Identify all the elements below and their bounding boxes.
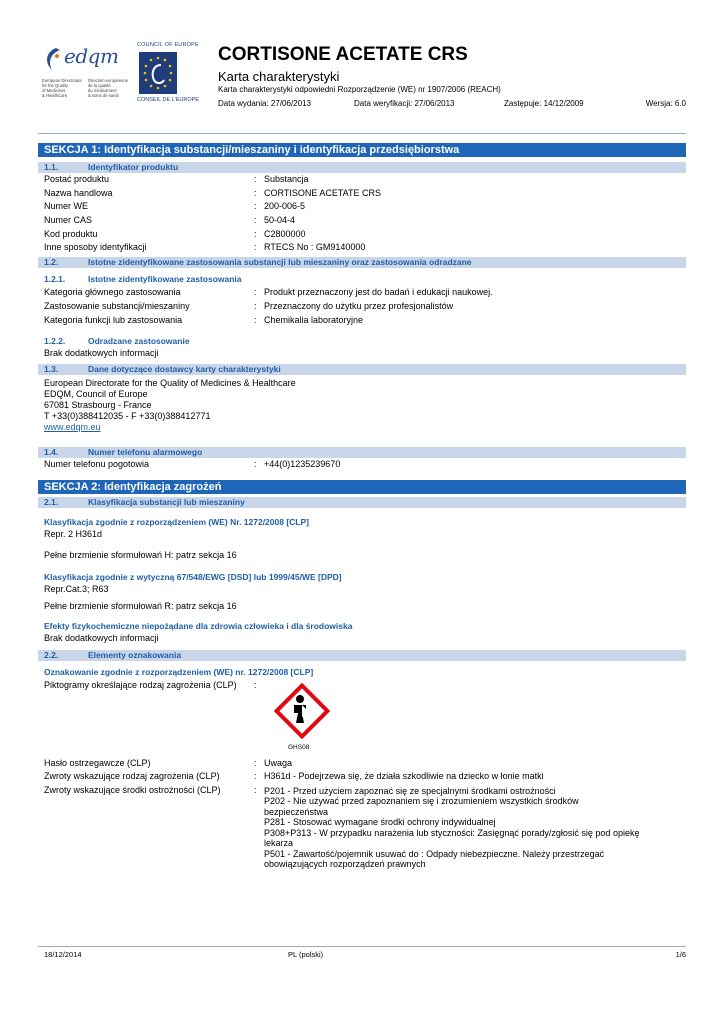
field-row: Hasło ostrzegawcze (CLP) : Uwaga bbox=[44, 757, 293, 768]
section-2-title: SEKCJA 2: Identyfikacja zagrożeń bbox=[38, 480, 686, 494]
document-header bbox=[38, 42, 686, 114]
subsection-1-3: 1.3. Dane dotyczące dostawcy karty charakterystyki bbox=[38, 364, 686, 375]
revision-date: Data weryfikacji: 27/06/2013 bbox=[354, 99, 455, 108]
supplier-line: 67081 Strasbourg - France bbox=[44, 399, 152, 410]
field-row: Piktogramy określające rodzaj zagrożenia (CLP) : bbox=[44, 679, 257, 690]
field-row: Kod produktu : C2800000 bbox=[44, 228, 306, 239]
field-row: Numer CAS : 50-04-4 bbox=[44, 215, 296, 226]
edqm-tagline: European Directorate for the Quality of Medicines & HealthCare Direction européenne de la qualité du médicament & soins de santé bbox=[42, 78, 129, 98]
field-row: Postać produktu : Substancja bbox=[44, 174, 309, 184]
field-row: Zastosowanie substancji/mieszaniny : Przeznaczony do użytku przez profesjonalistów bbox=[44, 300, 454, 311]
ghs08-health-hazard-icon bbox=[274, 683, 330, 739]
effects-heading: Efekty fizykochemiczne niepożądane dla zdrowia człowieka i dla środowiska bbox=[44, 620, 353, 631]
footer-language: PL (polski) bbox=[288, 950, 324, 959]
ghs-label: GHS08 bbox=[288, 743, 310, 751]
version: Wersja: 6.0 bbox=[645, 99, 686, 108]
subsection-1-2-1: 1.2.1. Istotne zidentyfikowane zastosowania bbox=[44, 274, 242, 285]
field-row: Numer WE : 200-006-5 bbox=[44, 201, 306, 212]
section-1-title: SEKCJA 1: Identyfikacja substancji/mieszaniny i identyfikacja przedsiębiorstwa bbox=[38, 143, 686, 157]
subsection-1-1: 1.1. Identyfikator produktu bbox=[38, 162, 686, 173]
subsection-1-4: 1.4. Numer telefonu alarmowego bbox=[38, 447, 686, 458]
pictogram-block bbox=[38, 679, 686, 757]
subsection-2-1: 2.1. Klasyfikacja substancji lub mieszaniny bbox=[38, 497, 686, 508]
page-number: 1/6 bbox=[675, 950, 686, 959]
footer-divider bbox=[38, 946, 686, 947]
website-link[interactable]: www.edqm.eu bbox=[44, 421, 101, 432]
precautionary-statements: Zwroty wskazujące środki ostrożności (CLP) : P201 - Przed użyciem zapoznać się ze specjalnymi środkami ostrożności P202 - Nie używać przed zapoznaniem się i zrozumieniem wszystkich środków bezpieczeństwa P281 - Stosować wymagane środki ochrony indywidualnej P308+P313 - W przypadku narażenia lub styczności: Zasięgnąć porady/zgłosić się pod opiekę lekarza P501 - Zawartość/pojemnik usuwać do : Odpady niebezpieczne. Należy przestrzegać obowiązujących rozporządzeń prawnych bbox=[44, 784, 640, 870]
field-row: Zwroty wskazujące rodzaj zagrożenia (CLP) : H361d - Podejrzewa się, że działa szkodliwie na dziecko w łonie matki bbox=[44, 771, 544, 782]
footer-date: 18/12/2014 bbox=[44, 950, 82, 959]
field-row: Kategoria głównego zastosowania : Produkt przeznaczony jest do badań i edukacji naukowej. bbox=[44, 287, 493, 298]
field-row: Numer telefonu pogotowia : +44(0)1235239670 bbox=[44, 458, 341, 469]
regulation-note: Karta charakterystyki odpowiedni Rozporządzenie (WE) nr 1907/2006 (REACH) bbox=[218, 85, 501, 94]
header-divider bbox=[38, 133, 686, 134]
dsd-heading: Klasyfikacja zgodnie z wytyczną 67/548/EWG [DSD] lub 1999/45/WE [DPD] bbox=[44, 571, 342, 582]
subsection-1-2: 1.2. Istotne zidentyfikowane zastosowania substancji lub mieszaniny oraz zastosowania odradzane bbox=[38, 257, 686, 268]
document-subtitle: Karta charakterystyki bbox=[218, 69, 340, 84]
supersedes-date: Zastępuje: 14/12/2009 bbox=[504, 99, 584, 108]
edqm-logo: edqm European Directorate for the Quality of Medicines & HealthCare Direction européenne de la qualité du médicament & soins de santé bbox=[38, 42, 130, 106]
dsd-note: Pełne brzmienie sformułowań R: patrz sekcja 16 bbox=[44, 600, 237, 611]
clp-note: Pełne brzmienie sformułowań H: patrz sekcja 16 bbox=[44, 549, 237, 560]
subsection-1-2-2: 1.2.2. Odradzane zastosowanie bbox=[44, 336, 190, 347]
field-row: Kategoria funkcji lub zastosowania : Chemikalia laboratoryjne bbox=[44, 314, 364, 325]
issue-date: Data wydania: 27/06/2013 bbox=[218, 99, 311, 108]
clp-classification: Repr. 2 H361d bbox=[44, 528, 103, 539]
document-body bbox=[38, 143, 686, 870]
supplier-line: EDQM, Council of Europe bbox=[44, 388, 148, 399]
labelling-heading: Oznakowanie zgodnie z rozporządzeniem (WE) nr. 1272/2008 [CLP] bbox=[44, 666, 314, 677]
field-row: Inne sposoby identyfikacji : RTECS No : GM9140000 bbox=[44, 242, 366, 253]
field-row: Nazwa handlowa : CORTISONE ACETATE CRS bbox=[44, 187, 382, 198]
edqm-swirl-icon bbox=[42, 46, 62, 72]
info-text: Brak dodatkowych informacji bbox=[44, 348, 159, 359]
dsd-classification: Repr.Cat.3; R63 bbox=[44, 583, 109, 594]
clp-heading: Klasyfikacja zgodnie z rozporządzeniem (WE) Nr. 1272/2008 [CLP] bbox=[44, 516, 309, 527]
council-of-europe-emblem-icon bbox=[139, 52, 177, 94]
subsection-2-2: 2.2. Elementy oznakowania bbox=[38, 650, 686, 661]
document-title: CORTISONE ACETATE CRS bbox=[218, 44, 468, 65]
council-of-europe-logo: COUNCIL OF EUROPE CONSEIL DE L'EUROPE bbox=[137, 42, 199, 103]
supplier-line: T +33(0)388412035 - F +33(0)388412771 bbox=[44, 410, 211, 421]
supplier-line: European Directorate for the Quality of Medicines & Healthcare bbox=[44, 377, 296, 388]
effects-text: Brak dodatkowych informacji bbox=[44, 632, 159, 643]
